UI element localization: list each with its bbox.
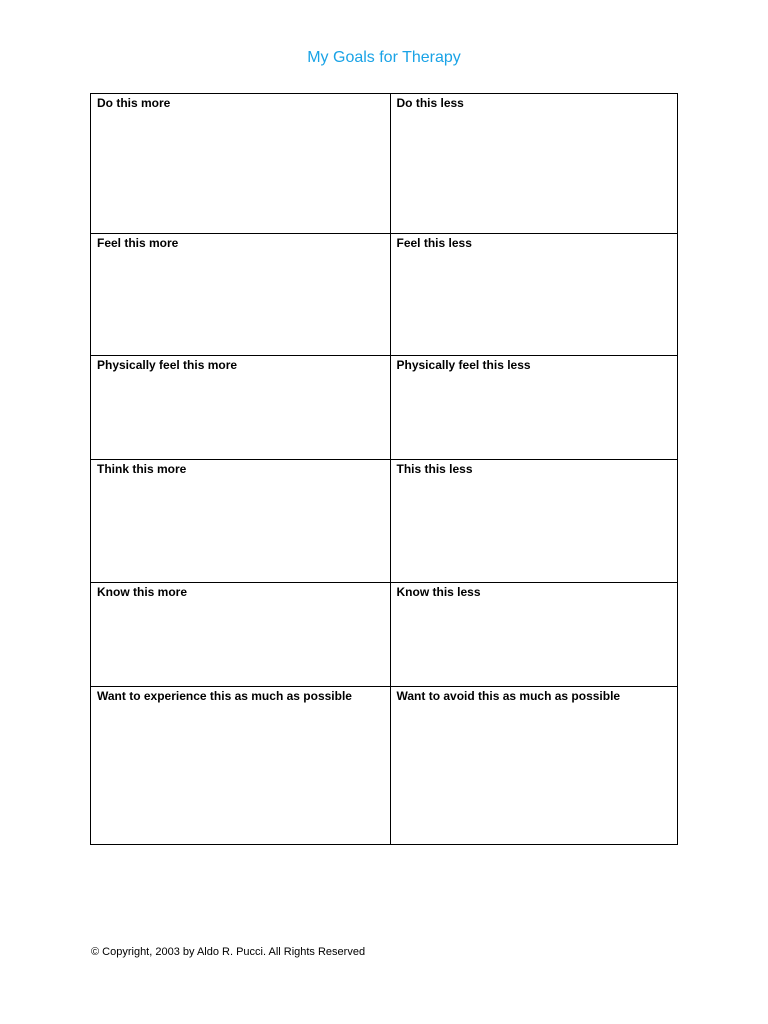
table-row [91,94,678,234]
table-cell-want-avoid[interactable]: Want to avoid this as much as possible [390,687,678,845]
table-row [91,460,678,583]
table-row [91,234,678,356]
table-row [91,687,678,845]
copyright-notice: © Copyright, 2003 by Aldo R. Pucci. All Rights Reserved [91,946,366,958]
table-cell-know-more[interactable]: Know this more [91,583,391,687]
table-cell-physically-feel-more[interactable]: Physically feel this more [91,356,391,460]
table-cell-think-more[interactable]: Think this more [91,460,391,583]
table-row [91,583,678,687]
table-cell-think-less[interactable]: This this less [390,460,678,583]
goals-table [90,93,678,845]
table-cell-do-less[interactable]: Do this less [390,94,678,234]
table-row [91,356,678,460]
table-cell-do-more[interactable]: Do this more [91,94,391,234]
page-title: My Goals for Therapy [307,49,461,66]
table-cell-feel-less[interactable]: Feel this less [390,234,678,356]
table-cell-know-less[interactable]: Know this less [390,583,678,687]
table-cell-want-experience[interactable]: Want to experience this as much as possible [91,687,391,845]
table-cell-feel-more[interactable]: Feel this more [91,234,391,356]
table-cell-physically-feel-less[interactable]: Physically feel this less [390,356,678,460]
